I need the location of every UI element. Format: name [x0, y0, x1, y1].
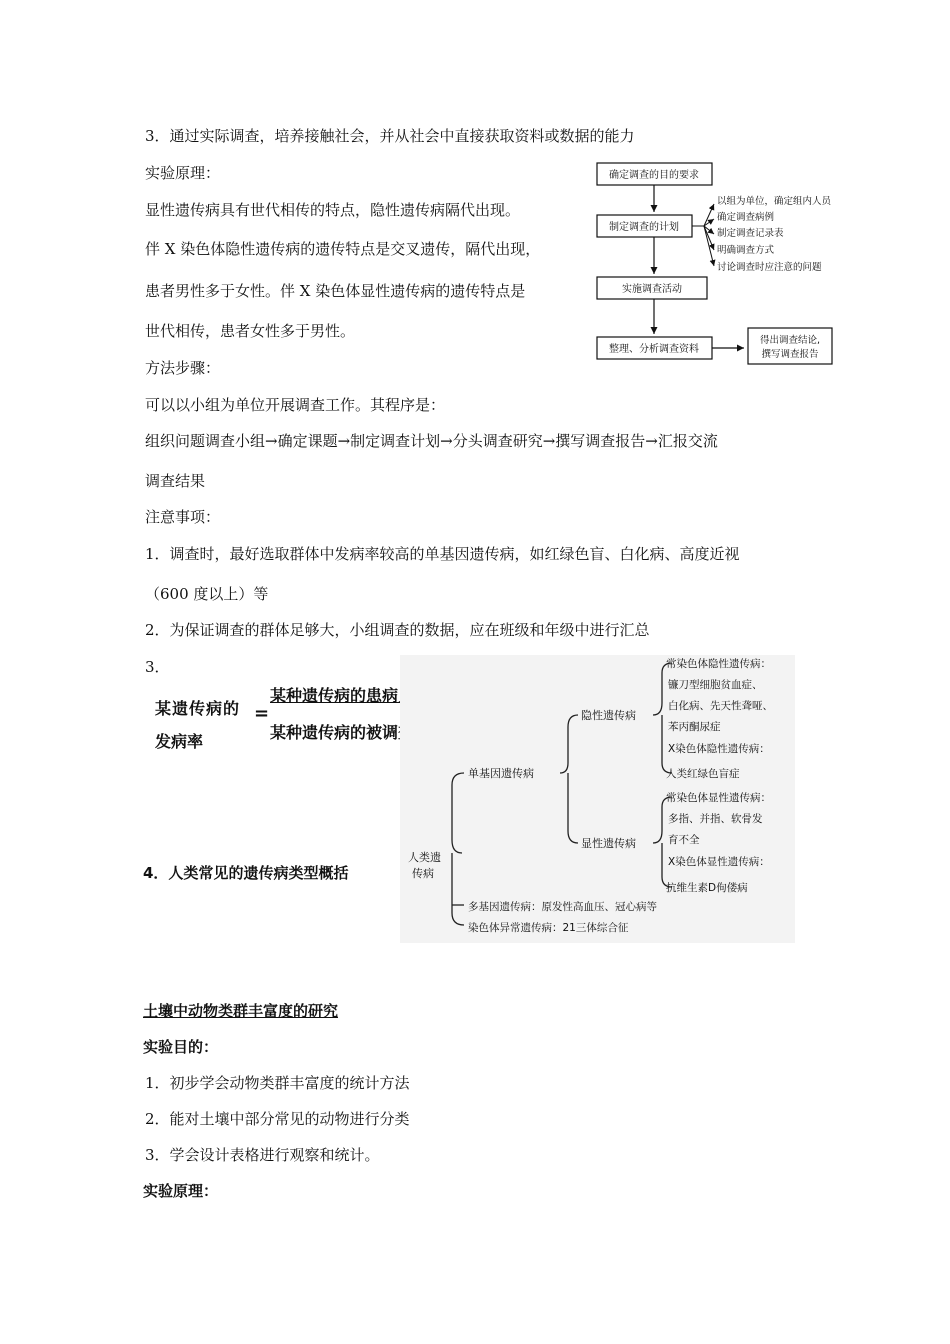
tree-polygenic: 多基因遗传病：原发性高血压、冠心病等: [468, 901, 657, 913]
flow-branch-2: 确定调查病例: [717, 212, 775, 223]
tree-root-line1: 人类遗: [408, 851, 441, 864]
heading-principle: 实验原理：: [145, 164, 221, 182]
tree-recessive: 隐性遗传病: [581, 709, 636, 722]
soil-aim-1: 1．初步学会动物类群丰富度的统计方法: [145, 1074, 410, 1092]
tree-dominant-item-5: 抗维生素D佝偻病: [666, 882, 748, 894]
tree-recessive-item-2: 镰刀型细胞贫血症、: [668, 679, 763, 691]
paragraph-x-recessive: 伴 X 染色体隐性遗传病的遗传特点是交叉遗传，隔代出现，: [145, 240, 541, 258]
paragraph-ability: 3．通过实际调查，培养接触社会，并从社会中直接获取资料或数据的能力: [145, 127, 635, 145]
soil-aim-heading: 实验目的：: [143, 1038, 219, 1056]
formula-numerator: 某种遗传病的患病人数: [270, 686, 431, 705]
tree-recessive-item-3: 白化病、先天性聋哑、: [668, 700, 773, 712]
soil-section-title: 土壤中动物类群丰富度的研究: [143, 1002, 339, 1020]
note-1-continued: （600 度以上）等: [145, 585, 269, 603]
paragraph-x-dominant: 患者男性多于女性。伴 X 染色体显性遗传病的遗传特点是: [145, 282, 526, 300]
soil-aim-2: 2．能对土壤中部分常见的动物进行分类: [145, 1110, 410, 1128]
tree-chromosomal: 染色体异常遗传病：21三体综合征: [468, 922, 629, 934]
tree-dominant-item-1: 常染色体显性遗传病：: [666, 792, 771, 804]
paragraph-group-work: 可以以小组为单位开展调查工作。其程序是：: [145, 396, 446, 414]
formula-denominator: 某种遗传病的被调查人数: [270, 723, 447, 742]
tree-recessive-item-5: X染色体隐性遗传病：: [668, 743, 770, 755]
tree-single-gene: 单基因遗传病: [468, 767, 534, 780]
paragraph-results: 调查结果: [145, 472, 206, 490]
tree-dominant: 显性遗传病: [581, 837, 636, 850]
heading-method: 方法步骤：: [145, 359, 221, 377]
tree-recessive-item-6: 人类红绿色盲症: [666, 768, 740, 780]
tree-recessive-item-1: 常染色体隐性遗传病：: [666, 658, 771, 670]
tree-root-line2: 传病: [412, 867, 434, 880]
formula-equals: =: [254, 703, 270, 724]
soil-principle-heading: 实验原理：: [143, 1182, 219, 1200]
flow-box-implement-label: 实施调查活动: [622, 284, 682, 295]
survey-flowchart: [594, 160, 844, 370]
tree-dominant-item-3: 育不全: [668, 834, 700, 846]
heading-notes: 注意事项：: [145, 508, 221, 526]
tree-brace-main-top: [452, 773, 464, 853]
soil-aim-3: 3．学会设计表格进行观察和统计。: [145, 1146, 380, 1164]
flow-box-plan-label: 制定调查的计划: [609, 222, 679, 233]
flow-branch-5: 讨论调查时应注意的问题: [717, 262, 822, 273]
flow-branch-1: 以组为单位，确定组内人员: [717, 196, 832, 207]
note-1: 1．调查时，最好选取群体中发病率较高的单基因遗传病，如红绿色盲、白化病、高度近视: [145, 545, 740, 563]
flow-box-analyze-label: 整理、分析调查资料: [609, 344, 699, 355]
tree-brace-main-bottom: [452, 853, 464, 925]
flow-box-conclusion-line2: 撰写调查报告: [761, 349, 819, 360]
section-4-title: 4．人类常见的遗传病类型概括: [143, 864, 349, 882]
tree-brace-single-bottom: [568, 773, 578, 843]
genetic-disease-tree: [400, 655, 795, 943]
formula-lhs-line2: 发病率: [155, 732, 204, 751]
paragraph-generations: 世代相传，患者女性多于男性。: [145, 322, 356, 340]
formula-lhs-line1: 某遗传病的: [155, 699, 241, 718]
tree-brace-single-top: [560, 715, 578, 773]
tree-dominant-item-4: X染色体显性遗传病：: [668, 856, 770, 868]
note-3: 3．: [145, 658, 170, 676]
tree-dominant-item-2: 多指、并指、软骨发: [668, 813, 763, 825]
flow-branch-3: 制定调查记录表: [717, 228, 784, 239]
tree-recessive-item-4: 苯丙酮尿症: [668, 721, 721, 733]
flow-branch-4: 明确调查方式: [717, 245, 775, 256]
paragraph-dominant-recessive: 显性遗传病具有世代相传的特点，隐性遗传病隔代出现。: [145, 201, 521, 219]
note-2: 2．为保证调查的群体足够大，小组调查的数据，应在班级和年级中进行汇总: [145, 621, 650, 639]
formula-multiplier: ×100%: [473, 711, 532, 729]
flow-box-aim-label: 确定调查的目的要求: [609, 170, 699, 181]
flow-box-conclusion-line1: 得出调查结论,: [759, 335, 821, 346]
paragraph-procedure: 组织问题调查小组→确定课题→制定调查计划→分头调查研究→撰写调查报告→汇报交流: [145, 432, 718, 450]
